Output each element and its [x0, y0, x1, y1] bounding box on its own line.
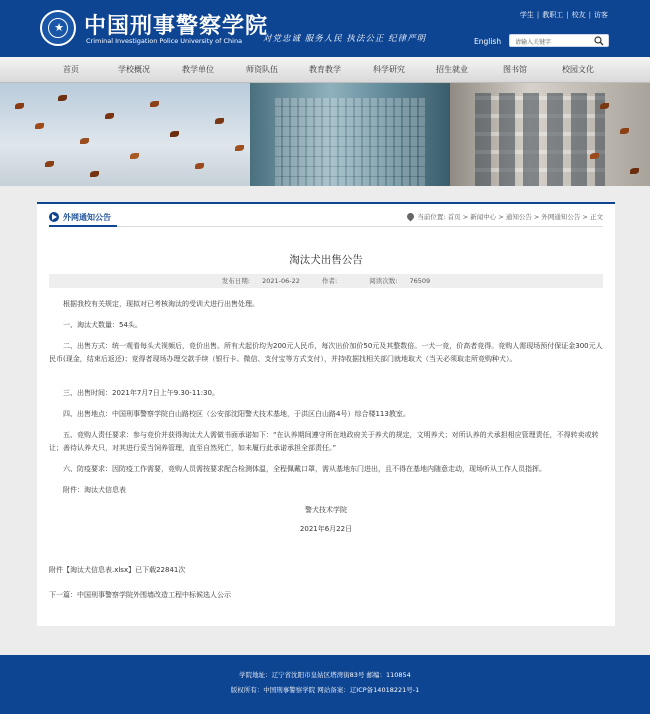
search-icon[interactable] [594, 36, 604, 46]
article-meta-bar [49, 274, 603, 288]
top-link-students[interactable]: 学生 [519, 11, 534, 19]
article-title: 淘汰犬出售公告 [289, 254, 363, 266]
top-links: 学生 | 教职工 | 校友 | 访客 [519, 11, 608, 19]
search-input[interactable] [509, 34, 609, 47]
nav-item-home[interactable]: 首页 [63, 65, 79, 74]
article-para-5: 五、竞购人责任要求：参与竞价并获得淘汰犬人需做书面承诺如下：“在认养期间遵守所在地政府关于养犬的规定，文明养犬；对所认养的犬承担相应管理责任，不得转卖或转让；善待认养犬只，对其进行妥当饲养管理，直至自然死亡，如未履行此承诺承担全部责任。” [49, 431, 599, 452]
attachment-download-link[interactable]: 附件【淘汰犬信息表.xlsx】已下载22841次 [49, 566, 186, 574]
section-underline [49, 225, 117, 227]
footer-address: 学院地址：辽宁省沈阳市皇姑区塔湾街83号 邮编：110854 [239, 671, 411, 679]
article-author: 作者: [321, 277, 338, 285]
article-para-3: 三、出售时间：2021年7月7日上午9.30-11:30。 [63, 389, 220, 397]
nav-item-education[interactable]: 教育教学 [309, 65, 341, 74]
footer-copyright: 版权所有：中国刑事警察学院 网站备案：辽ICP备14018221号-1 [230, 686, 420, 694]
school-name-english: Criminal Investigation Police University of China [86, 37, 243, 45]
site-header [0, 0, 650, 57]
view-count: 阅读次数: 76509 [369, 277, 431, 285]
next-article-link[interactable]: 下一篇：中国刑事警察学院外围墙改造工程中标候选人公示 [49, 591, 231, 599]
section-title: 外网通知公告 [63, 213, 111, 222]
top-link-visitors[interactable]: 访客 [594, 11, 608, 19]
attachment-note: 附件：淘汰犬信息表 [63, 486, 126, 494]
nav-item-faculty[interactable]: 师资队伍 [246, 65, 278, 74]
article-para-1: 一、淘汰犬数量：54头。 [63, 321, 142, 329]
main-nav [0, 57, 650, 83]
top-link-staff[interactable]: 教职工 [542, 11, 564, 19]
article-para-6: 六、防疫要求：因防疫工作需要，竞购人员需按要求配合检测体温，全程佩戴口罩，需从基地东门进出，且不得在基地内随意走动，现场听从工作人员指挥。 [63, 465, 546, 473]
article-para-2: 二、出售方式：统一观看每头犬视频后，竞价出售。所有犬起价均为200元人民币，每次出价加价50元及其整数倍。一犬一竞，价高者竞得。竞购人需现场预付保证金300元人民币(现金，结束后返还)；竞得者现场办理交款手续（银行卡、微信、支付宝等方式支付），并持收据找相关部门就地取犬（当天必须取走所竞购种犬）。 [49, 342, 603, 363]
nav-item-research[interactable]: 科学研究 [373, 65, 405, 74]
campus-banner-image [0, 83, 650, 186]
breadcrumb-path[interactable]: 首页 > 新闻中心 > 通知公告 > 外网通知公告 > 正文 [447, 213, 603, 221]
breadcrumb-prefix: 当前位置: [417, 213, 446, 221]
publish-date: 发布日期: 2021-06-22 [221, 277, 300, 285]
section-arrow-icon [49, 212, 59, 222]
nav-item-departments[interactable]: 教学单位 [182, 65, 214, 74]
site-footer [0, 655, 650, 714]
article-intro: 根据我校有关规定，现拟对已考核淘汰的受训犬进行出售处理。 [63, 300, 259, 308]
school-seal-icon[interactable]: ★ [40, 10, 76, 46]
top-link-alumni[interactable]: 校友 [571, 11, 586, 19]
article-card [37, 202, 615, 626]
breadcrumb [407, 212, 603, 221]
nav-item-about[interactable]: 学校概况 [118, 65, 150, 74]
nav-item-library[interactable]: 图书馆 [503, 65, 527, 74]
article-sign-date: 2021年6月22日 [299, 525, 353, 533]
nav-item-admissions[interactable]: 招生就业 [436, 65, 468, 74]
search-placeholder: 请输入关键字 [515, 39, 552, 46]
english-link[interactable]: English [474, 37, 502, 46]
school-name[interactable]: 中国刑事警察学院 [84, 13, 269, 39]
location-pin-icon [406, 212, 416, 222]
article-signature: 警犬技术学院 [305, 506, 347, 514]
nav-item-campus-culture[interactable]: 校园文化 [562, 65, 594, 74]
article-para-4: 四、出售地点：中国刑事警察学院白山路校区（公安部沈阳警犬技术基地，于洪区白山路4号）综合楼113教室。 [63, 410, 410, 418]
school-motto: 对党忠诚 服务人民 执法公正 纪律严明 [263, 34, 427, 44]
section-divider [49, 226, 603, 227]
